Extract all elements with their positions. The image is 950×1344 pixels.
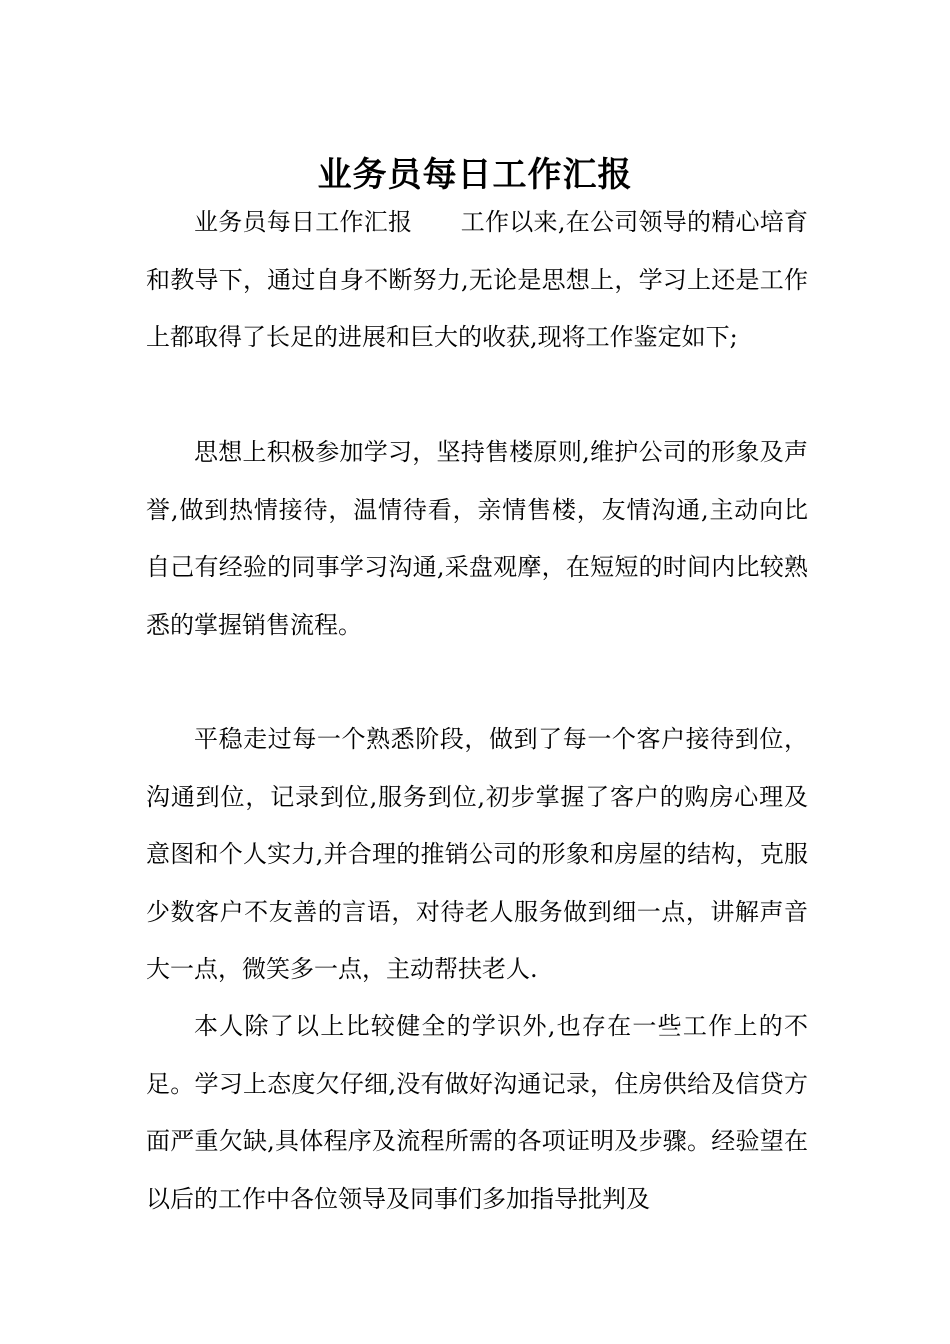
paragraph-thinking: 思想上积极参加学习，坚持售楼原则,维护公司的形象及声誉,做到热情接待，温情待看，亲情售楼，友情沟通,主动向比自己有经验的同事学习沟通,采盘观摩，在短短的时间内比较熟悉的掌握销售流程。: [146, 438, 808, 639]
paragraph-shortcomings: 本人除了以上比较健全的学识外,也存在一些工作上的不足。学习上态度欠仔细,没有做好沟通记录，住房供给及信贷方面严重欠缺,具体程序及流程所需的各项证明及步骤。经验望在以后的工作中各位领导及同事们多加指导批判及: [146, 1012, 808, 1213]
paragraph-intro: 业务员每日工作汇报 工作以来,在公司领导的精心培育和教导下，通过自身不断努力,无论是思想上，学习上还是工作上都取得了长足的进展和巨大的收获,现将工作鉴定如下;: [146, 208, 808, 351]
document-title: 业务员每日工作汇报: [317, 154, 633, 195]
paragraph-service: 平稳走过每一个熟悉阶段，做到了每一个客户接待到位，沟通到位，记录到位,服务到位,初步掌握了客户的购房心理及意图和个人实力,并合理的推销公司的形象和房屋的结构，克服少数客户不友善的言语，对待老人服务做到细一点，讲解声音大一点，微笑多一点，主动帮扶老人.: [146, 725, 808, 983]
